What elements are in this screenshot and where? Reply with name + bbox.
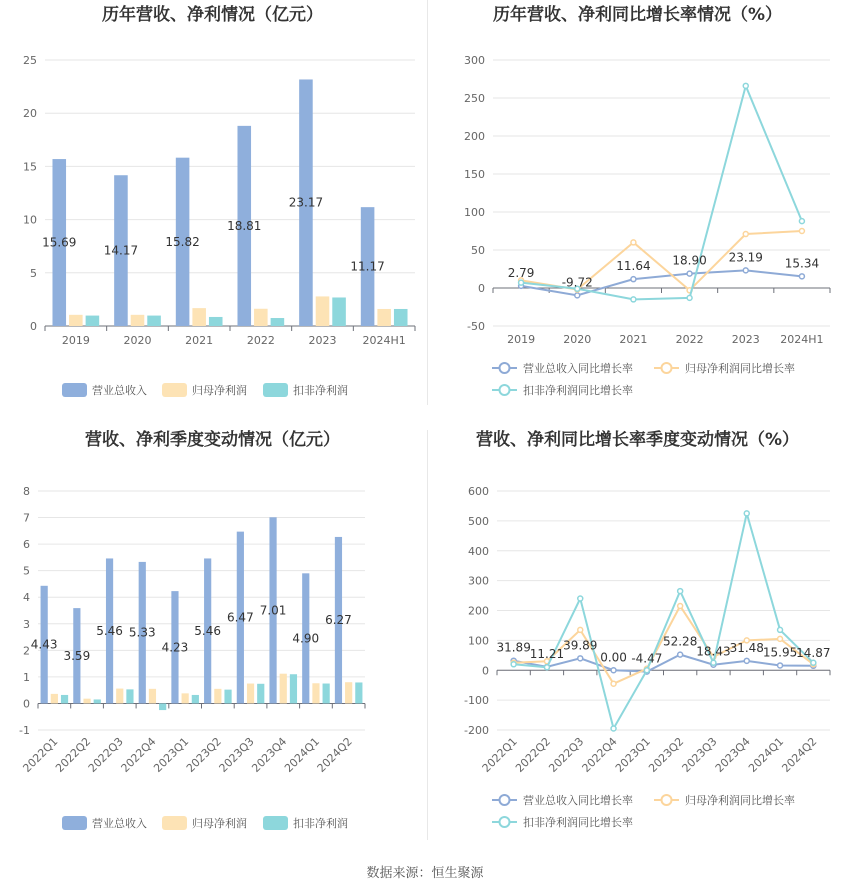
y-tick-label: 0 (478, 282, 485, 295)
y-tick-label: 5 (30, 266, 37, 280)
quarterly-growth-svg (425, 425, 850, 850)
data-source: 数据来源：恒生聚源 (366, 866, 484, 881)
y-tick-label: 250 (464, 92, 485, 105)
line-point (743, 268, 748, 273)
bar-data-label: 23.17 (288, 195, 324, 210)
x-tick-label: 2023Q4 (712, 734, 753, 775)
x-tick-label: 2023Q1 (612, 734, 653, 775)
legend-label: 扣非净利润同比增长率 (523, 384, 633, 397)
x-tick-label: 2022Q1 (479, 734, 520, 775)
line-data-label: 18.90 (672, 253, 707, 268)
line-point (778, 663, 783, 668)
x-tick-label: 2024Q1 (282, 734, 323, 775)
legend-label: 归母净利润 (192, 384, 247, 397)
legend-label: 营业总收入同比增长率 (523, 794, 633, 807)
x-tick-label: 2022Q1 (20, 734, 61, 775)
bar-deducted-profit (159, 703, 166, 710)
quarterly-growth-chart (425, 425, 850, 850)
x-tick-label: 2023Q3 (679, 734, 720, 775)
annual-amount-chart (0, 0, 425, 405)
x-tick-label: 2023Q2 (646, 734, 687, 775)
legend-label: 扣非净利润 (293, 384, 348, 397)
bar-data-label: 6.27 (325, 613, 352, 628)
y-tick-label: -50 (467, 320, 485, 333)
chart-title: 历年营收、净利情况（亿元） (102, 5, 323, 25)
line-data-label: 18.43 (696, 644, 731, 659)
x-tick-label: 2022Q3 (546, 734, 587, 775)
line-data-label: 14.87 (796, 645, 831, 660)
line-point (743, 83, 748, 88)
line-data-label: 39.89 (563, 638, 598, 653)
legend-label: 营业总收入同比增长率 (523, 362, 633, 375)
bar-data-label: 4.43 (30, 637, 58, 652)
line-point (711, 660, 716, 665)
legend-swatch (62, 383, 87, 397)
legend-marker (662, 363, 672, 373)
legend-label: 扣非净利润同比增长率 (523, 816, 633, 829)
bar-data-label: 4.90 (292, 631, 320, 646)
x-tick-label: 2021 (185, 334, 214, 347)
x-tick-label: 2022 (675, 333, 704, 346)
bar-parent-profit (83, 699, 90, 704)
bar-parent-profit (192, 308, 206, 326)
y-tick-label: 20 (23, 107, 37, 121)
y-tick-label: 100 (464, 206, 485, 219)
chart-title: 历年营收、净利同比增长率情况（%） (492, 5, 783, 25)
x-tick-label: 2023Q2 (183, 734, 224, 775)
line-point (519, 280, 524, 285)
line-point (799, 219, 804, 224)
line-point (799, 229, 804, 234)
bar-deducted-profit (224, 690, 231, 704)
y-tick-label: 150 (464, 168, 485, 181)
bar-parent-profit (51, 694, 58, 704)
line-point (778, 627, 783, 632)
x-tick-label: 2022Q4 (579, 734, 620, 775)
y-tick-label: 8 (23, 485, 30, 498)
bar-parent-profit (131, 315, 145, 326)
x-tick-label: 2023 (731, 333, 760, 346)
line-point (678, 589, 683, 594)
line-point (687, 271, 692, 276)
bar-data-label: 4.23 (161, 640, 189, 655)
line-point (544, 665, 549, 670)
y-tick-label: 15 (23, 160, 37, 174)
bar-parent-profit (214, 689, 221, 704)
bar-parent-profit (247, 684, 254, 704)
line-point (575, 293, 580, 298)
line-data-label: 11.64 (616, 259, 651, 274)
x-tick-label: 2022Q2 (53, 734, 94, 775)
quarterly-amount-svg (0, 425, 425, 850)
bar-deducted-profit (147, 316, 161, 326)
y-tick-label: 0 (30, 320, 37, 333)
line-point (799, 274, 804, 279)
annual-growth-svg (425, 0, 850, 405)
chart-title: 营收、净利同比增长率季度变动情况（%） (475, 430, 800, 450)
line-data-label: 11.21 (529, 646, 565, 661)
legend-label: 扣非净利润 (293, 817, 348, 830)
line-series-deducted-profit (514, 513, 814, 728)
y-tick-label: -200 (464, 724, 489, 737)
bar-data-label: 5.46 (194, 623, 222, 638)
line-point (578, 656, 583, 661)
bar-deducted-profit (86, 316, 100, 326)
bar-data-label: 7.01 (259, 603, 287, 618)
legend-swatch (62, 816, 87, 830)
bar-parent-profit (345, 682, 352, 703)
x-tick-label: 2023Q1 (151, 734, 192, 775)
y-tick-label: -100 (464, 694, 489, 708)
line-point (611, 668, 616, 673)
bar-deducted-profit (290, 674, 297, 703)
line-data-label: 31.89 (496, 640, 531, 655)
line-point (678, 652, 683, 657)
bar-parent-profit (69, 315, 83, 326)
line-point (578, 596, 583, 601)
line-data-label: 15.95 (762, 645, 798, 660)
y-tick-label: -1 (19, 724, 30, 737)
legend-label: 归母净利润 (192, 817, 247, 830)
bar-data-label: 3.59 (63, 648, 91, 663)
x-tick-label: 2023Q3 (216, 734, 257, 775)
line-point (631, 277, 636, 282)
line-point (511, 662, 516, 667)
y-tick-label: 200 (464, 130, 485, 143)
y-tick-label: 500 (468, 514, 489, 528)
line-point (744, 511, 749, 516)
x-tick-label: 2022Q2 (513, 734, 554, 775)
line-data-label: 0.00 (600, 650, 627, 665)
legend-swatch (263, 383, 288, 397)
y-tick-label: 300 (464, 54, 485, 67)
legend-swatch (162, 383, 187, 397)
bar-data-label: 14.17 (103, 243, 139, 258)
bar-data-label: 15.69 (42, 235, 77, 250)
legend-label: 归母净利润同比增长率 (685, 362, 795, 375)
line-data-label: -4.47 (631, 651, 663, 666)
legend-label: 营业总收入 (92, 384, 147, 397)
bar-parent-profit (377, 309, 391, 326)
bar-deducted-profit (94, 699, 101, 703)
y-tick-label: 25 (23, 54, 37, 67)
x-tick-label: 2023 (308, 334, 337, 347)
x-tick-label: 2024Q2 (779, 734, 820, 775)
legend-marker (500, 385, 510, 395)
legend-swatch (263, 816, 288, 830)
chart-title: 营收、净利季度变动情况（亿元） (85, 430, 340, 450)
bar-parent-profit (312, 683, 319, 703)
x-tick-label: 2024Q1 (746, 734, 787, 775)
bar-parent-profit (316, 296, 330, 326)
bar-parent-profit (149, 689, 156, 704)
annual-growth-chart (425, 0, 850, 405)
line-data-label: 2.79 (507, 265, 535, 280)
line-data-label: 52.28 (662, 634, 698, 649)
bar-deducted-profit (332, 297, 346, 326)
y-tick-label: 0 (482, 664, 489, 678)
legend-marker (500, 817, 510, 827)
line-point (631, 240, 636, 245)
bar-parent-profit (182, 693, 189, 703)
bar-parent-profit (280, 674, 287, 704)
y-tick-label: 50 (471, 244, 485, 257)
x-tick-label: 2022Q4 (118, 734, 159, 775)
x-tick-label: 2022Q3 (85, 734, 126, 775)
line-point (644, 668, 649, 673)
x-tick-label: 2021 (619, 333, 648, 346)
bar-deducted-profit (323, 684, 330, 704)
bar-deducted-profit (126, 689, 133, 703)
line-point (631, 297, 636, 302)
vertical-divider-bottom (427, 430, 428, 840)
line-point (687, 295, 692, 300)
y-tick-label: 100 (468, 634, 489, 648)
line-point (578, 627, 583, 632)
line-data-label: 31.48 (729, 640, 764, 655)
legend-marker (662, 795, 672, 805)
bar-deducted-profit (257, 684, 264, 704)
annual-amount-svg (0, 0, 425, 405)
y-tick-label: 300 (468, 574, 489, 588)
line-point (611, 726, 616, 731)
y-tick-label: 4 (23, 591, 30, 605)
y-tick-label: 600 (468, 485, 489, 498)
bar-data-label: 18.81 (227, 218, 262, 233)
bar-data-label: 6.47 (226, 610, 254, 625)
line-point (811, 660, 816, 665)
bar-parent-profit (254, 309, 268, 326)
legend-label: 归母净利润同比增长率 (685, 794, 795, 807)
y-tick-label: 0 (23, 697, 30, 711)
x-tick-label: 2022 (246, 334, 275, 347)
legend-marker (500, 795, 510, 805)
line-data-label: 15.34 (784, 256, 820, 271)
quarterly-amount-chart (0, 425, 425, 850)
x-tick-label: 2023Q4 (249, 734, 290, 775)
bar-deducted-profit (271, 318, 285, 326)
legend-label: 营业总收入 (92, 817, 147, 830)
bar-data-label: 5.46 (96, 623, 123, 638)
bar-data-label: 15.82 (165, 234, 200, 249)
x-tick-label: 2020 (563, 333, 592, 346)
x-tick-label: 2019 (61, 334, 90, 347)
x-tick-label: 2020 (123, 334, 152, 347)
x-tick-label: 2024H1 (362, 334, 406, 347)
y-tick-label: 400 (468, 544, 489, 558)
line-point (778, 636, 783, 641)
y-tick-label: 10 (23, 213, 37, 227)
line-data-label: -9.72 (561, 275, 593, 290)
bar-deducted-profit (355, 682, 362, 703)
y-tick-label: 200 (468, 604, 489, 618)
y-tick-label: 5 (23, 564, 30, 578)
y-tick-label: 7 (23, 511, 30, 525)
legend-marker (500, 363, 510, 373)
y-tick-label: 6 (23, 538, 30, 552)
y-tick-label: 1 (23, 670, 30, 684)
line-point (611, 681, 616, 686)
bar-deducted-profit (209, 317, 223, 326)
bar-deducted-profit (394, 309, 408, 326)
y-tick-label: 2 (23, 644, 30, 658)
x-tick-label: 2024H1 (780, 333, 824, 346)
x-tick-label: 2019 (507, 333, 536, 346)
bar-data-label: 11.17 (350, 259, 385, 274)
legend-swatch (162, 816, 187, 830)
line-point (678, 604, 683, 609)
bar-deducted-profit (192, 695, 199, 703)
bar-parent-profit (116, 689, 123, 704)
line-point (743, 232, 748, 237)
line-data-label: 23.19 (728, 250, 763, 265)
y-tick-label: 3 (23, 617, 30, 631)
line-point (744, 658, 749, 663)
vertical-divider-top (427, 0, 428, 405)
x-tick-label: 2024Q2 (314, 734, 355, 775)
bar-data-label: 5.33 (128, 625, 156, 640)
bar-deducted-profit (61, 695, 68, 703)
